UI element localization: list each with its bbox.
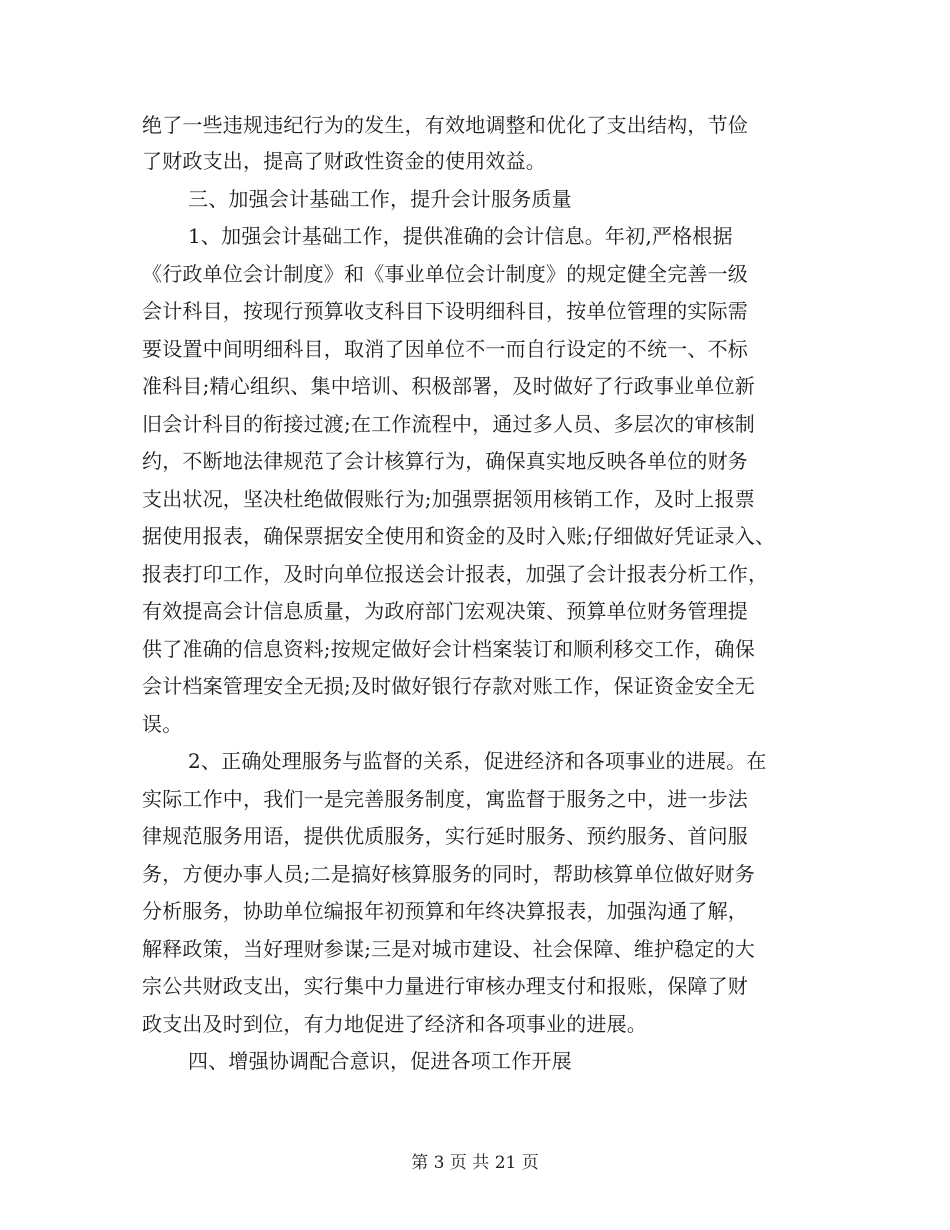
section-heading: 四、增强协调配合意识，促进各项工作开展 bbox=[188, 1049, 572, 1073]
text-line: 实际工作中，我们一是完善服务制度，寓监督于服务之中，进一步法 bbox=[142, 787, 748, 811]
text-line: 会计科目，按现行预算收支科目下设明细科目，按单位管理的实际需 bbox=[142, 299, 748, 323]
text-line: 旧会计科目的衔接过渡;在工作流程中，通过多人员、多层次的审核制 bbox=[142, 412, 755, 436]
text-line: 误。 bbox=[142, 712, 183, 736]
text-line: 《行政单位会计制度》和《事业单位会计制度》的规定健全完善一级 bbox=[142, 262, 748, 286]
text-line: 了财政支出，提高了财政性资金的使用效益。 bbox=[142, 149, 546, 173]
page-number-footer: 第 3 页 共 21 页 bbox=[411, 1153, 539, 1173]
text-line: 2、正确处理服务与监督的关系，促进经济和各项事业的进展。在 bbox=[188, 749, 767, 773]
text-line: 准科目;精心组织、集中培训、积极部署，及时做好了行政事业单位新 bbox=[142, 374, 755, 398]
text-line: 务，方便办事人员;二是搞好核算服务的同时，帮助核算单位做好财务 bbox=[142, 862, 755, 886]
text-line: 解释政策，当好理财参谋;三是对城市建设、社会保障、维护稳定的大 bbox=[142, 937, 755, 961]
text-line: 报表打印工作，及时向单位报送会计报表，加强了会计报表分析工作， bbox=[142, 562, 769, 586]
text-line: 会计档案管理安全无损;及时做好银行存款对账工作，保证资金安全无 bbox=[142, 674, 755, 698]
text-line: 供了准确的信息资料;按规定做好会计档案装订和顺利移交工作，确保 bbox=[142, 637, 755, 661]
section-heading: 三、加强会计基础工作，提升会计服务质量 bbox=[188, 187, 572, 211]
text-line: 律规范服务用语，提供优质服务，实行延时服务、预约服务、首问服 bbox=[142, 824, 748, 848]
text-line: 分析服务，协助单位编报年初预算和年终决算报表，加强沟通了解， bbox=[142, 899, 748, 923]
text-line: 有效提高会计信息质量，为政府部门宏观决策、预算单位财务管理提 bbox=[142, 599, 748, 623]
text-line: 要设置中间明细科目，取消了因单位不一而自行设定的不统一、不标 bbox=[142, 337, 748, 361]
text-line: 宗公共财政支出，实行集中力量进行审核办理支付和报账，保障了财 bbox=[142, 974, 748, 998]
text-line: 1、加强会计基础工作，提供准确的会计信息。年初,严格根据 bbox=[188, 224, 733, 248]
text-line: 约，不断地法律规范了会计核算行为，确保真实地反映各单位的财务 bbox=[142, 449, 748, 473]
text-line: 政支出及时到位，有力地促进了经济和各项事业的进展。 bbox=[142, 1012, 647, 1036]
text-line: 据使用报表，确保票据安全使用和资金的及时入账;仔细做好凭证录入、 bbox=[142, 524, 776, 548]
text-line: 绝了一些违规违纪行为的发生，有效地调整和优化了支出结构，节俭 bbox=[142, 113, 748, 137]
text-line: 支出状况，坚决杜绝做假账行为;加强票据领用核销工作，及时上报票 bbox=[142, 487, 755, 511]
